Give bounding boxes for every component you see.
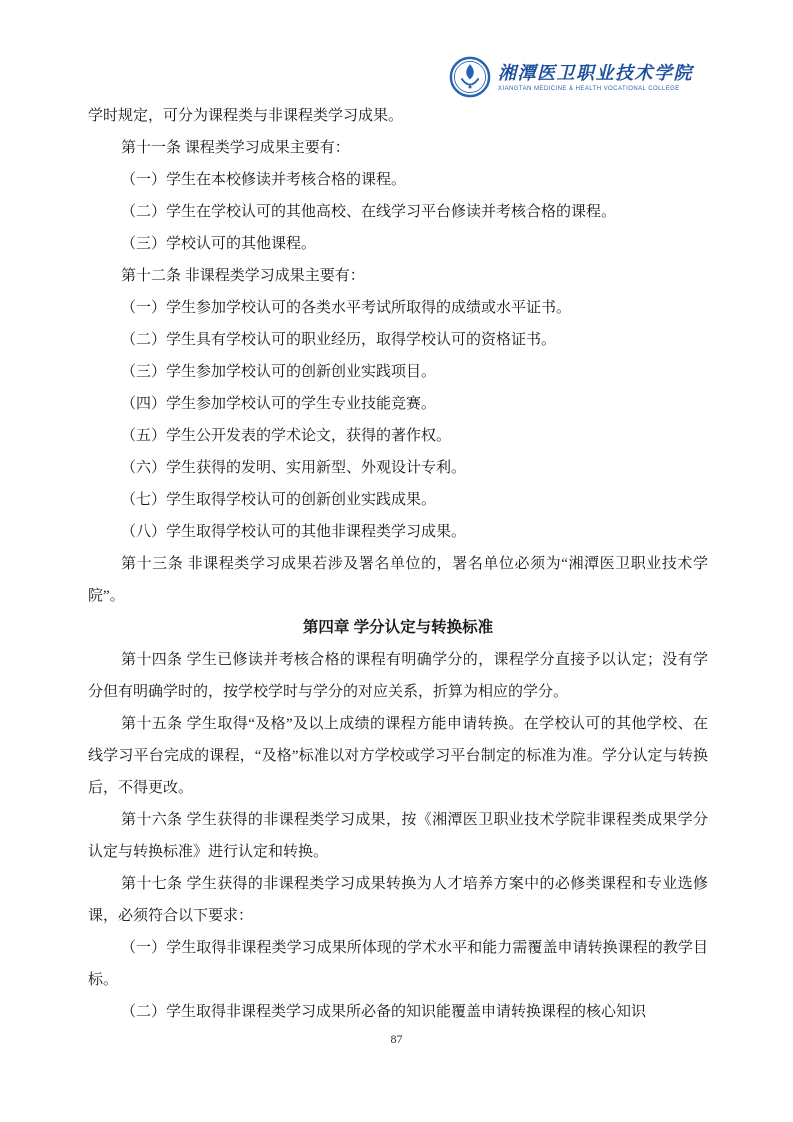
- body-paragraph: （三）学生参加学校认可的创新创业实践项目。: [121, 364, 437, 380]
- college-emblem-icon: [449, 56, 491, 98]
- body-paragraph: 第十三条 非课程类学习成果若涉及署名单位的，署名单位必须为“湘潭医卫职业技术学院”。: [88, 556, 708, 604]
- body-paragraph: （二）学生在学校认可的其他高校、在线学习平台修读并考核合格的课程。: [121, 204, 617, 220]
- body-paragraph: 第十一条 课程类学习成果主要有：: [121, 140, 350, 156]
- document-body: [88, 100, 708, 1028]
- college-logo: [449, 56, 693, 98]
- body-paragraph: 第十四条 学生已修读并考核合格的课程有明确学分的，课程学分直接予以认定；没有学分但有明确学时的，按学校学时与学分的对应关系，折算为相应的学分。: [88, 652, 708, 700]
- body-paragraph: （三）学校认可的其他课程。: [121, 236, 317, 252]
- section-heading: 第四章 学分认定与转换标准: [302, 619, 494, 636]
- college-name: [498, 63, 693, 92]
- body-paragraph: （二）学生取得非课程类学习成果所必备的知识能覆盖申请转换课程的核心知识: [121, 1004, 647, 1020]
- body-paragraph: （一）学生参加学校认可的各类水平考试所取得的成绩或水平证书。: [121, 300, 572, 316]
- body-paragraph: （五）学生公开发表的学术论文，获得的著作权。: [121, 428, 452, 444]
- college-name-chinese: 湘潭医卫职业技术学院: [498, 62, 693, 83]
- body-paragraph: （七）学生取得学校认可的创新创业实践成果。: [121, 492, 437, 508]
- body-paragraph: （二）学生具有学校认可的职业经历，取得学校认可的资格证书。: [121, 332, 557, 348]
- college-name-english: XIANGTAN MEDICINE & HEALTH VOCATIONAL COLLEGE: [498, 85, 680, 92]
- body-paragraph: 第十六条 学生获得的非课程类学习成果，按《湘潭医卫职业技术学院非课程类成果学分认定与转换标准》进行认定和转换。: [88, 812, 708, 860]
- page-number: 87: [390, 1032, 403, 1046]
- body-paragraph: 第十五条 学生取得“及格”及以上成绩的课程方能申请转换。在学校认可的其他学校、在线学习平台完成的课程，“及格”标准以对方学校或学习平台制定的标准为准。学分认定与转换后，不得更改。: [88, 716, 708, 796]
- body-paragraph: 第十七条 学生获得的非课程类学习成果转换为人才培养方案中的必修类课程和专业选修课，必须符合以下要求：: [88, 876, 708, 924]
- body-paragraph: （一）学生在本校修读并考核合格的课程。: [121, 172, 407, 188]
- body-paragraph: 第十二条 非课程类学习成果主要有：: [121, 268, 365, 284]
- body-paragraph: 学时规定，可分为课程类与非课程类学习成果。: [88, 108, 404, 124]
- body-paragraph: （一）学生取得非课程类学习成果所体现的学术水平和能力需覆盖申请转换课程的教学目标。: [88, 940, 708, 988]
- body-paragraph: （六）学生获得的发明、实用新型、外观设计专利。: [121, 460, 467, 476]
- body-paragraph: （四）学生参加学校认可的学生专业技能竞赛。: [121, 396, 437, 412]
- body-paragraph: （八）学生取得学校认可的其他非课程类学习成果。: [121, 524, 467, 540]
